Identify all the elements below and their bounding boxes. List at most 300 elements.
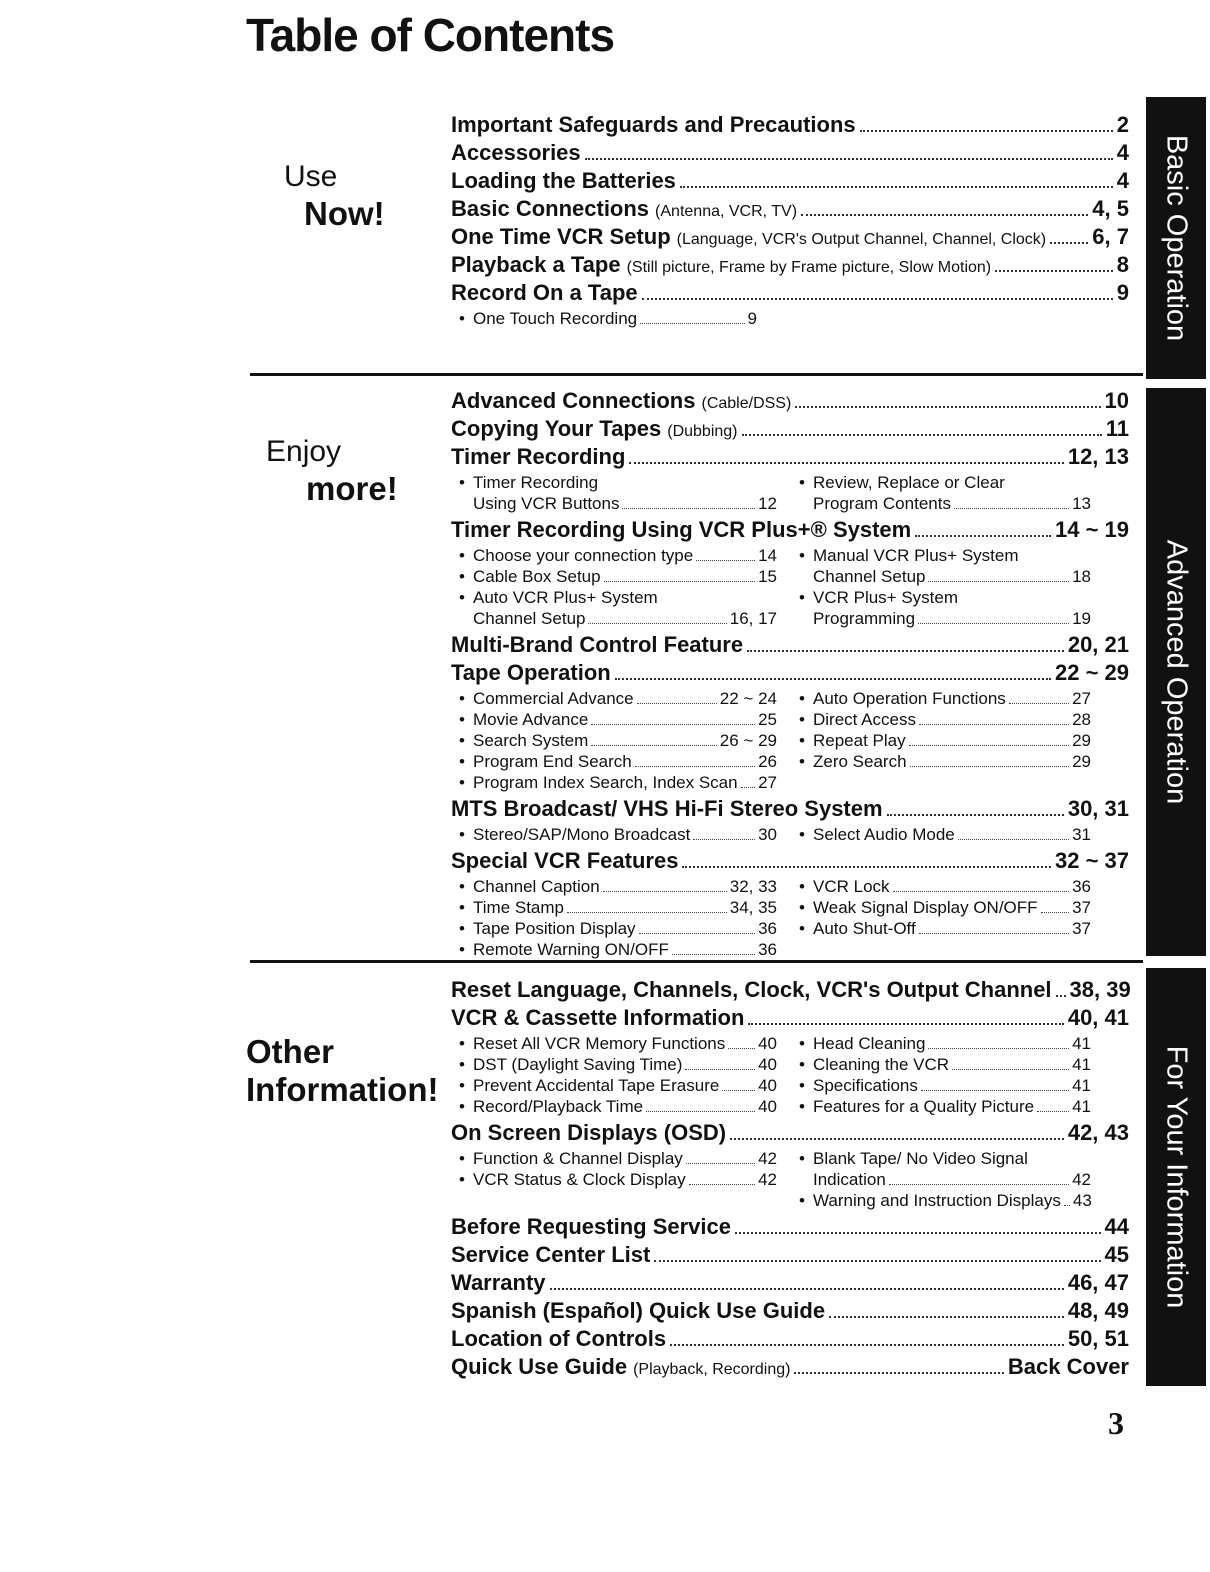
dot-leader — [642, 298, 1113, 300]
bullet-icon: • — [459, 1097, 465, 1116]
dot-leader — [910, 766, 1070, 767]
subentry[interactable] — [799, 730, 1113, 751]
subentry-title: Commercial Advance — [473, 689, 634, 708]
entry-title: Loading the Batteries — [451, 168, 676, 193]
section-label-line1: Use — [284, 160, 338, 193]
entry-page: 45 — [1104, 1242, 1129, 1267]
entry-page: 11 — [1105, 416, 1129, 441]
subentry-list — [459, 545, 1129, 629]
dot-leader — [637, 703, 717, 704]
toc-entry[interactable] — [451, 1326, 1129, 1354]
dot-leader — [585, 158, 1113, 160]
dot-leader — [604, 581, 755, 582]
subentry[interactable] — [799, 608, 1113, 629]
entry-page: 8 — [1116, 252, 1129, 277]
subentry-title: Channel Caption — [473, 877, 600, 896]
subentry-title: Indication — [813, 1170, 886, 1189]
bullet-icon: • — [799, 710, 805, 729]
entry-page: 2 — [1116, 112, 1129, 137]
subentry[interactable] — [799, 709, 1113, 730]
subentry-title: Reset All VCR Memory Functions — [473, 1034, 726, 1053]
dot-leader — [958, 839, 1069, 840]
bullet-icon: • — [459, 731, 465, 750]
bullet-icon: • — [459, 309, 465, 328]
dot-leader — [748, 1023, 1063, 1025]
dot-leader — [622, 508, 755, 509]
dot-leader — [918, 623, 1069, 624]
subentry-page: 43 — [1072, 1191, 1092, 1210]
bullet-icon: • — [799, 473, 805, 492]
toc-entry[interactable] — [451, 252, 1129, 280]
dot-leader — [646, 1111, 755, 1112]
entry-title: VCR & Cassette Information — [451, 1005, 745, 1030]
subentry-title: Cleaning the VCR — [813, 1055, 950, 1074]
subentry-title: Manual VCR Plus+ System — [813, 546, 1019, 565]
entry-title: Advanced Connections — [451, 388, 696, 413]
entry-title: Service Center List — [451, 1242, 651, 1267]
subentry-page: 41 — [1072, 1097, 1091, 1116]
subentry[interactable] — [459, 730, 799, 751]
bullet-icon: • — [459, 710, 465, 729]
subentry[interactable] — [799, 1169, 1113, 1190]
bullet-icon: • — [799, 877, 805, 896]
page-title: Table of Contents — [246, 9, 615, 61]
subentry-page: 42 — [758, 1149, 777, 1168]
subentry[interactable] — [799, 472, 1113, 493]
subentry-title: Program End Search — [473, 752, 632, 771]
entry-page: 38, 39 — [1069, 977, 1131, 1002]
dot-leader — [919, 933, 1069, 934]
entry-page: 32 ~ 37 — [1054, 848, 1129, 873]
subentry-page: 36 — [1072, 877, 1091, 896]
subentry-title: VCR Lock — [813, 877, 890, 896]
subentry-page: 37 — [1072, 898, 1091, 917]
bullet-icon: • — [799, 752, 805, 771]
entry-page: 50, 51 — [1067, 1326, 1129, 1351]
entry-title: Special VCR Features — [451, 848, 679, 873]
tab-basic-operation[interactable] — [1146, 97, 1206, 379]
subentry-title: Stereo/SAP/Mono Broadcast — [473, 825, 691, 844]
bullet-icon: • — [459, 1149, 465, 1168]
dot-leader — [742, 434, 1102, 436]
subentry-page: 26 — [758, 752, 777, 771]
subentry[interactable] — [799, 587, 1113, 608]
subentry[interactable] — [799, 876, 1113, 897]
dot-leader — [654, 1260, 1100, 1262]
dot-leader — [670, 1344, 1064, 1346]
subentry-title: Auto Shut-Off — [813, 919, 916, 938]
toc-entry[interactable] — [451, 660, 1129, 688]
subentry[interactable] — [459, 1054, 799, 1075]
bullet-icon: • — [459, 1034, 465, 1053]
dot-leader — [1009, 703, 1069, 704]
dot-leader — [639, 933, 756, 934]
toc-entry[interactable] — [451, 280, 1129, 308]
toc-entry[interactable] — [451, 196, 1129, 224]
subentry-list — [459, 876, 1129, 960]
dot-leader — [603, 891, 727, 892]
subentry-page: 40 — [758, 1034, 777, 1053]
section-entries-advanced — [451, 388, 1129, 963]
subentry-page: 34, 35 — [729, 898, 777, 917]
tab-for-your-information[interactable] — [1146, 968, 1206, 1386]
subentry[interactable] — [799, 688, 1113, 709]
dot-leader — [915, 535, 1051, 537]
subentry-page: 18 — [1072, 567, 1091, 586]
subentry-title: Direct Access — [813, 710, 916, 729]
section-label-line1: Other — [246, 1033, 335, 1070]
dot-leader — [588, 623, 726, 624]
subentry-title: Program Index Search, Index Scan — [473, 773, 738, 792]
subentry-page: 13 — [1072, 494, 1091, 513]
bullet-icon: • — [799, 1149, 805, 1168]
subentry-title: Programming — [813, 609, 916, 628]
subentry-page: 29 — [1072, 731, 1091, 750]
dot-leader — [747, 650, 1064, 652]
subentry-list — [459, 308, 1129, 329]
dot-leader — [928, 1048, 1069, 1049]
bullet-icon: • — [799, 1055, 805, 1074]
section-label-line2: Now! — [304, 194, 385, 232]
bullet-icon: • — [799, 825, 805, 844]
dot-leader — [893, 891, 1070, 892]
subentry[interactable] — [459, 1169, 799, 1190]
dot-leader — [735, 1232, 1101, 1234]
subentry-title: Auto VCR Plus+ System — [473, 588, 658, 607]
dot-leader — [672, 954, 755, 955]
dot-leader — [640, 323, 744, 324]
entry-title: Timer Recording Using VCR Plus+® System — [451, 517, 912, 542]
section-entries-information — [451, 977, 1129, 1382]
bullet-icon: • — [799, 689, 805, 708]
dot-leader — [795, 406, 1100, 408]
entry-page: 44 — [1104, 1214, 1129, 1239]
subentry-page: 22 ~ 24 — [719, 689, 777, 708]
bullet-icon: • — [459, 1170, 465, 1189]
entry-page: 4, 5 — [1092, 196, 1129, 221]
subentry-title: Choose your connection type — [473, 546, 694, 565]
subentry[interactable] — [799, 566, 1113, 587]
section-label-other-information — [246, 1033, 438, 1109]
subentry-page: 36 — [758, 919, 777, 938]
subentry[interactable] — [799, 897, 1113, 918]
entry-title: Timer Recording — [451, 444, 626, 469]
bullet-icon: • — [459, 752, 465, 771]
subentry-page: 40 — [758, 1055, 777, 1074]
entry-page: 48, 49 — [1067, 1298, 1129, 1323]
tab-advanced-operation[interactable] — [1146, 388, 1206, 956]
dot-leader — [689, 1184, 756, 1185]
entry-page: 4 — [1116, 168, 1129, 193]
entry-title: Before Requesting Service — [451, 1214, 731, 1239]
subentry[interactable] — [459, 472, 799, 493]
subentry-title: Head Cleaning — [813, 1034, 926, 1053]
dot-leader — [887, 814, 1064, 816]
subentry-page: 16, 17 — [729, 609, 777, 628]
subentry-page: 40 — [758, 1097, 777, 1116]
entry-page: 6, 7 — [1092, 224, 1129, 249]
dot-leader — [591, 724, 755, 725]
subentry-page: 42 — [758, 1170, 777, 1189]
entry-title: Important Safeguards and Precautions — [451, 112, 856, 137]
toc-entry[interactable] — [451, 1242, 1129, 1270]
subentry[interactable] — [459, 1033, 799, 1054]
subentry-page: 9 — [747, 309, 757, 328]
subentry-page: 15 — [758, 567, 777, 586]
section-label-line1: Enjoy — [266, 435, 342, 468]
bullet-icon: • — [459, 898, 465, 917]
subentry-title: Search System — [473, 731, 589, 750]
subentry-page: 27 — [1072, 689, 1091, 708]
bullet-icon: • — [459, 588, 465, 607]
subentry-title: Review, Replace or Clear — [813, 473, 1005, 492]
toc-entry[interactable] — [451, 517, 1129, 545]
subentry[interactable] — [459, 939, 799, 960]
subentry-title: Auto Operation Functions — [813, 689, 1006, 708]
subentry[interactable] — [799, 751, 1113, 772]
dot-leader — [921, 1090, 1069, 1091]
entry-page: 30, 31 — [1067, 796, 1129, 821]
subentry-page: 37 — [1072, 919, 1091, 938]
subentry-title: Tape Position Display — [473, 919, 636, 938]
subentry-title: Weak Signal Display ON/OFF — [813, 898, 1038, 917]
dot-leader — [730, 1138, 1064, 1140]
toc-entry[interactable] — [451, 1270, 1129, 1298]
subentry-title: Remote Warning ON/OFF — [473, 940, 669, 959]
bullet-icon: • — [799, 1076, 805, 1095]
dot-leader — [995, 270, 1113, 272]
subentry-page: 12 — [758, 494, 777, 513]
subentry[interactable] — [459, 1075, 799, 1096]
bullet-icon: • — [459, 567, 465, 586]
subentry[interactable] — [799, 918, 1113, 939]
subentry[interactable] — [799, 824, 1113, 845]
entry-page: 40, 41 — [1067, 1005, 1129, 1030]
subentry-page: 27 — [758, 773, 777, 792]
subentry[interactable] — [459, 587, 799, 608]
entry-note: (Playback, Recording) — [633, 1361, 791, 1378]
subentry-title: Warning and Instruction Displays — [813, 1191, 1061, 1210]
subentry-title: VCR Plus+ System — [813, 588, 959, 607]
subentry-title: Prevent Accidental Tape Erasure — [473, 1076, 720, 1095]
page-number: 3 — [1108, 1405, 1124, 1441]
tab-label: Advanced Operation — [1160, 539, 1193, 805]
toc-entry[interactable] — [451, 168, 1129, 196]
dot-leader — [728, 1048, 755, 1049]
toc-entry[interactable] — [451, 848, 1129, 876]
subentry[interactable] — [459, 308, 779, 329]
toc-entry[interactable] — [451, 1005, 1129, 1033]
bullet-icon: • — [799, 919, 805, 938]
subentry[interactable] — [799, 1075, 1113, 1096]
subentry[interactable] — [459, 897, 799, 918]
dot-leader — [682, 866, 1051, 868]
toc-entry[interactable] — [451, 388, 1129, 416]
dot-leader — [801, 214, 1088, 216]
subentry[interactable] — [459, 688, 799, 709]
subentry-page: 26 ~ 29 — [719, 731, 777, 750]
entry-title: Location of Controls — [451, 1326, 667, 1351]
subentry[interactable] — [459, 1096, 799, 1117]
subentry[interactable] — [799, 1148, 1113, 1169]
dot-leader — [909, 745, 1069, 746]
toc-entry[interactable] — [451, 1354, 1129, 1382]
bullet-icon: • — [799, 898, 805, 917]
entry-title: Record On a Tape — [451, 280, 638, 305]
entry-title: Tape Operation — [451, 660, 611, 685]
toc-entry[interactable] — [451, 112, 1129, 140]
bullet-icon: • — [459, 546, 465, 565]
subentry[interactable] — [799, 1054, 1113, 1075]
dot-leader — [741, 787, 755, 788]
subentry-page: 32, 33 — [729, 877, 777, 896]
subentry[interactable] — [799, 545, 1113, 566]
bullet-icon: • — [799, 1097, 805, 1116]
toc-entry[interactable] — [451, 796, 1129, 824]
tab-label: For Your Information — [1160, 1045, 1193, 1309]
subentry[interactable] — [459, 876, 799, 897]
subentry[interactable] — [459, 493, 799, 514]
dot-leader — [1041, 912, 1070, 913]
toc-entry[interactable] — [451, 1214, 1129, 1242]
dot-leader — [919, 724, 1069, 725]
bullet-icon: • — [459, 1076, 465, 1095]
section-label-line2: Information! — [246, 1070, 439, 1108]
bullet-icon: • — [799, 1191, 805, 1210]
subentry-title: Blank Tape/ No Video Signal — [813, 1149, 1028, 1168]
subentry-title: Specifications — [813, 1076, 918, 1095]
subentry-title: VCR Status & Clock Display — [473, 1170, 686, 1189]
subentry-list — [459, 688, 1129, 793]
subentry-page: 25 — [758, 710, 777, 729]
bullet-icon: • — [459, 825, 465, 844]
entry-page: 12, 13 — [1067, 444, 1129, 469]
bullet-icon: • — [459, 940, 465, 959]
subentry-title: Function & Channel Display — [473, 1149, 683, 1168]
toc-entry[interactable] — [451, 224, 1129, 252]
dot-leader — [567, 912, 727, 913]
subentry[interactable] — [459, 709, 799, 730]
bullet-icon: • — [459, 877, 465, 896]
dot-leader — [928, 581, 1069, 582]
toc-entry[interactable] — [451, 140, 1129, 168]
subentry-page: 40 — [758, 1076, 777, 1095]
subentry[interactable] — [799, 493, 1113, 514]
entry-title: Quick Use Guide — [451, 1354, 628, 1379]
dot-leader — [615, 678, 1051, 680]
entry-title: Multi-Brand Control Feature — [451, 632, 744, 657]
entry-note: (Still picture, Frame by Frame picture, Slow Motion) — [626, 259, 992, 276]
toc-entry[interactable] — [451, 1298, 1129, 1326]
dot-leader — [1050, 242, 1088, 244]
entry-note: (Cable/DSS) — [701, 395, 792, 412]
subentry[interactable] — [799, 1033, 1113, 1054]
entry-title: Warranty — [451, 1270, 546, 1295]
dot-leader — [693, 839, 755, 840]
subentry-title: Movie Advance — [473, 710, 589, 729]
subentry[interactable] — [799, 1190, 1113, 1211]
subentry-page: 41 — [1072, 1034, 1091, 1053]
dot-leader — [1056, 995, 1066, 997]
subentry-title: Channel Setup — [813, 567, 926, 586]
dot-leader — [686, 1163, 755, 1164]
toc-entry[interactable] — [451, 977, 1129, 1005]
dot-leader — [860, 130, 1113, 132]
bullet-icon: • — [459, 919, 465, 938]
entry-page: 9 — [1116, 280, 1129, 305]
section-entries-basic — [451, 112, 1129, 332]
subentry-page: 30 — [758, 825, 777, 844]
bullet-icon: • — [799, 731, 805, 750]
entry-title: Basic Connections — [451, 196, 650, 221]
toc-entry[interactable] — [451, 632, 1129, 660]
entry-title: MTS Broadcast/ VHS Hi-Fi Stereo System — [451, 796, 883, 821]
subentry-title: Cable Box Setup — [473, 567, 601, 586]
subentry-title: Zero Search — [813, 752, 907, 771]
dot-leader — [954, 508, 1069, 509]
toc-entry[interactable] — [451, 416, 1129, 444]
subentry[interactable] — [459, 751, 799, 772]
entry-note: (Dubbing) — [667, 423, 738, 440]
bullet-icon: • — [799, 1034, 805, 1053]
entry-page: 4 — [1116, 140, 1129, 165]
subentry-page: 36 — [758, 940, 777, 959]
subentry-title: Timer Recording — [473, 473, 599, 492]
toc-entry[interactable] — [451, 1120, 1129, 1148]
toc-entry[interactable] — [451, 444, 1129, 472]
subentry-list — [459, 824, 1129, 845]
entry-title: On Screen Displays (OSD) — [451, 1120, 727, 1145]
subentry-page: 41 — [1072, 1076, 1091, 1095]
subentry-title: Time Stamp — [473, 898, 565, 917]
subentry[interactable] — [459, 566, 799, 587]
dot-leader — [696, 560, 755, 561]
dot-leader — [1064, 1205, 1070, 1206]
dot-leader — [1037, 1111, 1069, 1112]
entry-page: Back Cover — [1007, 1354, 1129, 1379]
subentry[interactable] — [459, 772, 799, 793]
entry-page: 46, 47 — [1067, 1270, 1129, 1295]
subentry-list — [459, 1148, 1129, 1211]
dot-leader — [829, 1316, 1064, 1318]
section-divider — [250, 373, 1143, 376]
subentry-title: Record/Playback Time — [473, 1097, 644, 1116]
subentry[interactable] — [459, 1148, 799, 1169]
subentry[interactable] — [459, 608, 799, 629]
subentry-title: Using VCR Buttons — [473, 494, 620, 513]
entry-title: Spanish (Español) Quick Use Guide — [451, 1298, 826, 1323]
subentry[interactable] — [459, 545, 799, 566]
dot-leader — [635, 766, 755, 767]
subentry-title: Repeat Play — [813, 731, 906, 750]
entry-title: Playback a Tape — [451, 252, 621, 277]
entry-page: 22 ~ 29 — [1054, 660, 1129, 685]
subentry-title: Channel Setup — [473, 609, 586, 628]
dot-leader — [889, 1184, 1069, 1185]
section-label-line2: more! — [306, 469, 398, 507]
subentry[interactable] — [459, 824, 799, 845]
subentry[interactable] — [459, 918, 799, 939]
subentry[interactable] — [799, 1096, 1113, 1117]
dot-leader — [550, 1288, 1064, 1290]
subentry-list — [459, 1033, 1129, 1117]
entry-title: Copying Your Tapes — [451, 416, 662, 441]
subentry-list — [459, 472, 1129, 514]
subentry-page: 31 — [1072, 825, 1091, 844]
dot-leader — [794, 1372, 1003, 1374]
bullet-icon: • — [459, 473, 465, 492]
subentry-page: 14 — [758, 546, 777, 565]
